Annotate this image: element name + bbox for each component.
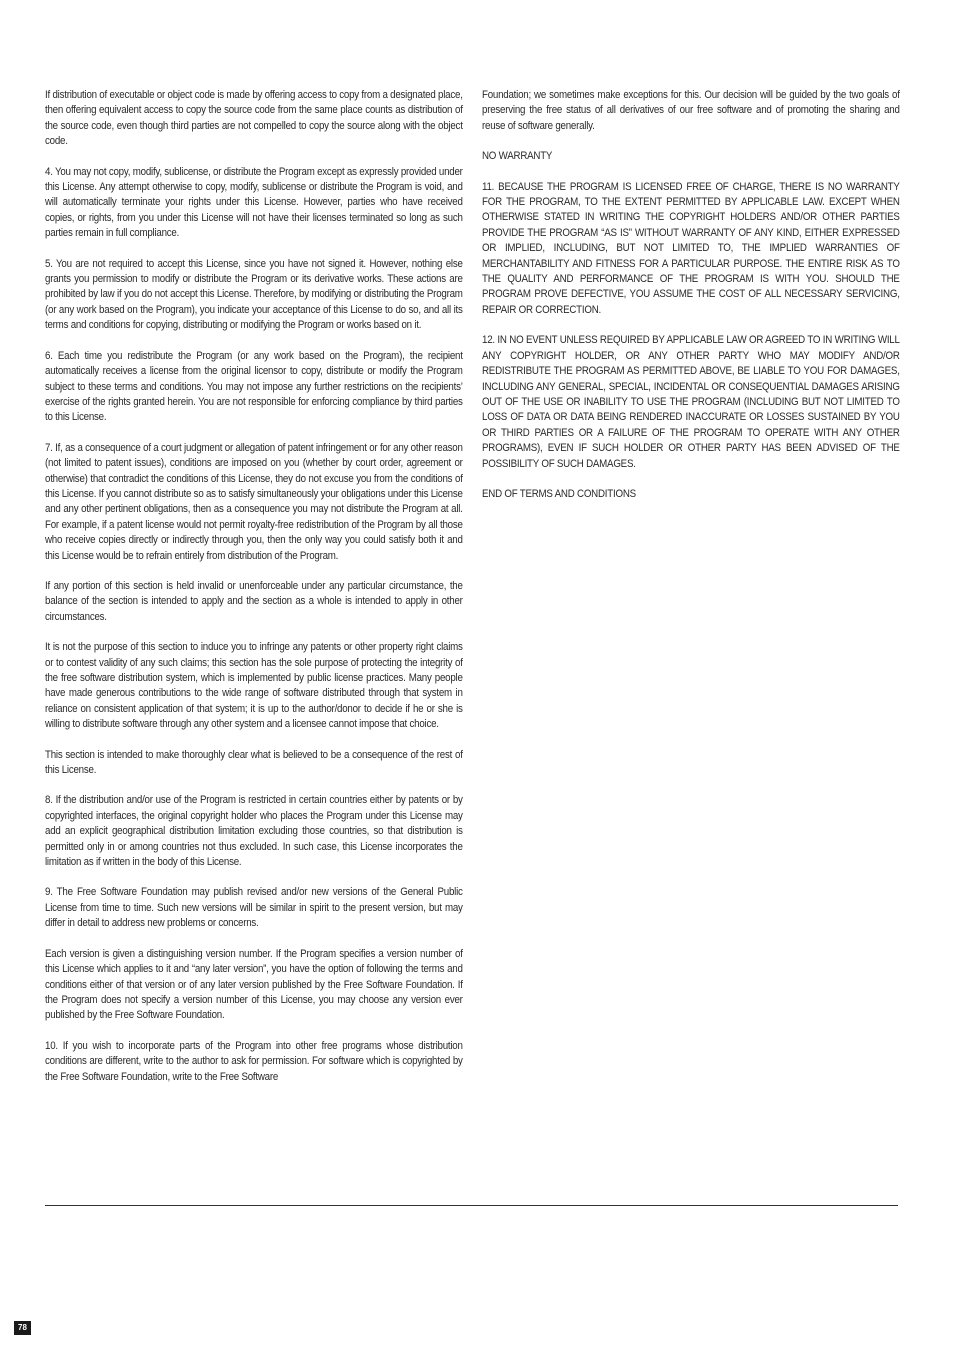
paragraph-section-9-version-number: Each version is given a distinguishing version number. If the Program specifies a version number of this License which applies to it and “any later version”, you have the option of following the terms and conditions either of that version or of any later version published by the Free Software Foundation. If the Program does not specify a version number of this License, you may choose any version ever published by the Free Software Foundation. — [45, 947, 463, 1022]
paragraph-section-10-continued: Foundation; we sometimes make exceptions for this. Our decision will be guided by the two goals of preserving the free status of all derivatives of our free software and of promoting the sharing and reuse of software generally. — [482, 89, 900, 132]
paragraph-section-5: 5. You are not required to accept this License, since you have not signed it. However, nothing else grants you permission to modify or distribute the Program or its derivative works. These actions are prohibited by law if you do not accept this License. Therefore, by modifying or distributing the Program (or any work based on the Program), you indicate your acceptance of this License to do so, and all its terms and conditions for copying, distributing or modifying the Program or works based on it. — [45, 257, 463, 332]
heading-no-warranty: NO WARRANTY — [482, 150, 553, 163]
paragraph-section-7-purpose: It is not the purpose of this section to induce you to infringe any patents or other property right claims or to contest validity of any such claims; this section has the sole purpose of protecting the integrity of the free software distribution system, which is implemented by public license practices. Many people have made generous contributions to the wide range of software distributed through that system in reliance on consistent application of that system; it is up to the author/donor to decide if he or she is willing to distribute software through any other system and a licensee cannot impose that choice. — [45, 641, 463, 731]
paragraph-section-6: 6. Each time you redistribute the Program (or any work based on the Program), the recipient automatically receives a license from the original licensor to copy, distribute or modify the Program subject to these terms and conditions. You may not impose any further restrictions on the recipients’ exercise of the rights granted herein. You are not responsible for enforcing compliance by third parties to this License. — [45, 349, 463, 424]
footer-divider — [45, 1205, 898, 1206]
paragraph-section-9: 9. The Free Software Foundation may publish revised and/or new versions of the General Public License from time to time. Such new versions will be similar in spirit to the present version, but may differ in detail to address new problems or concerns. — [45, 886, 463, 930]
paragraph-section-4: 4. You may not copy, modify, sublicense, or distribute the Program except as expressly provided under this License. Any attempt otherwise to copy, modify, sublicense or distribute the Program is void, and will automatically terminate your rights under this License. However, parties who have received copies, or rights, from you under this License will not have their licenses terminated so long as such parties remain in full compliance. — [45, 165, 463, 240]
paragraph-section-12: 12. IN NO EVENT UNLESS REQUIRED BY APPLICABLE LAW OR AGREED TO IN WRITING WILL ANY COPYRIGHT HOLDER, OR ANY OTHER PARTY WHO MAY MODIFY AND/OR REDISTRIBUTE THE PROGRAM AS PERMITTED ABOVE, BE LIABLE TO YOU FOR DAMAGES, INCLUDING ANY GENERAL, SPECIAL, INCIDENTAL OR CONSEQUENTIAL DAMAGES ARISING OUT OF THE USE OR INABILITY TO USE THE PROGRAM (INCLUDING BUT NOT LIMITED TO LOSS OF DATA OR DATA BEING RENDERED INACCURATE OR LOSSES SUSTAINED BY YOU OR THIRD PARTIES OR A FAILURE OF THE PROGRAM TO OPERATE WITH ANY OTHER PROGRAMS), EVEN IF SUCH HOLDER OR OTHER PARTY HAS BEEN ADVISED OF THE POSSIBILITY OF SUCH DAMAGES. — [482, 334, 900, 470]
paragraph-section-7: 7. If, as a consequence of a court judgment or allegation of patent infringement or for any other reason (not limited to patent issues), conditions are imposed on you (whether by court order, agreement or otherwise) that contradict the conditions of this License, they do not excuse you from the conditions of this License. If you cannot distribute so as to satisfy simultaneously your obligations under this License and any other pertinent obligations, then as a consequence you may not distribute the Program at all. For example, if a patent license would not permit royalty-free redistribution of the Program by all those who receive copies directly or indirectly through you, then the only way you could satisfy both it and this License would be to refrain entirely from distribution of the Program. — [45, 441, 463, 562]
paragraph-section-11: 11. BECAUSE THE PROGRAM IS LICENSED FREE OF CHARGE, THERE IS NO WARRANTY FOR THE PROGRAM, TO THE EXTENT PERMITTED BY APPLICABLE LAW. EXCEPT WHEN OTHERWISE STATED IN WRITING THE COPYRIGHT HOLDERS AND/OR OTHER PARTIES PROVIDE THE PROGRAM “AS IS” WITHOUT WARRANTY OF ANY KIND, EITHER EXPRESSED OR IMPLIED, INCLUDING, BUT NOT LIMITED TO, THE IMPLIED WARRANTIES OF MERCHANTABILITY AND FITNESS FOR A PARTICULAR PURPOSE. THE ENTIRE RISK AS TO THE QUALITY AND PERFORMANCE OF THE PROGRAM IS WITH YOU. SHOULD THE PROGRAM PROVE DEFECTIVE, YOU ASSUME THE COST OF ALL NECESSARY SERVICING, REPAIR OR CORRECTION. — [482, 180, 900, 316]
paragraph-section-7-clarification: This section is intended to make thoroughly clear what is believed to be a consequence of the rest of this License. — [45, 748, 463, 777]
right-column — [482, 88, 900, 517]
paragraph-section-7-invalid-portion: If any portion of this section is held invalid or unenforceable under any particular circumstance, the balance of the section is intended to apply and the section as a whole is intended to apply in other circumstances. — [45, 579, 463, 623]
left-column — [45, 88, 463, 1100]
page-number: 78 — [14, 1321, 31, 1335]
paragraph-section-8: 8. If the distribution and/or use of the Program is restricted in certain countries either by patents or by copyrighted interfaces, the original copyright holder who places the Program under this License may add an explicit geographical distribution limitation excluding those countries, so that distribution is permitted only in or among countries not thus excluded. In such case, this License incorporates the limitation as if written in the body of this License. — [45, 794, 463, 869]
paragraph-section-10: 10. If you wish to incorporate parts of the Program into other free programs whose distribution conditions are different, write to the author to ask for permission. For software which is copyrighted by the Free Software Foundation, write to the Free Software — [45, 1039, 463, 1083]
end-of-terms: END OF TERMS AND CONDITIONS — [482, 487, 636, 500]
paragraph-distribution-source-code: If distribution of executable or object code is made by offering access to copy from a designated place, then offering equivalent access to copy the source code from the same place counts as distribution of the source code, even though third parties are not compelled to copy the source along with the object code. — [45, 89, 463, 148]
